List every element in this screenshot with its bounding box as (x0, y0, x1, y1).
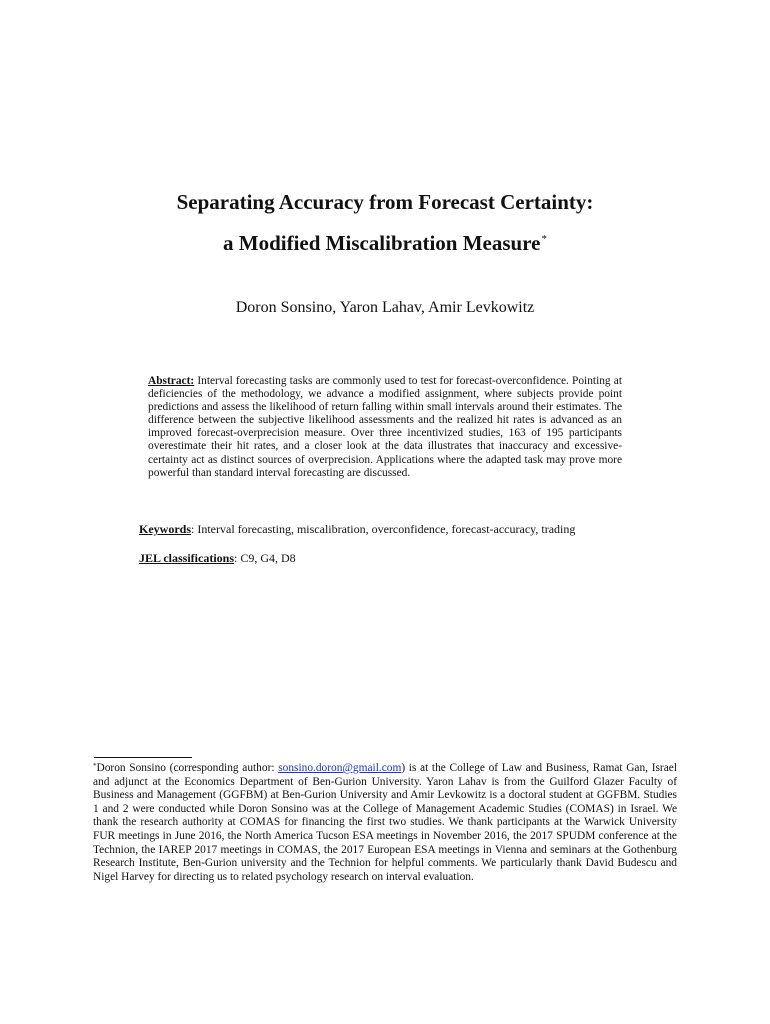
paper-title-text-2: a Modified Miscalibration Measure (223, 231, 541, 255)
footnote-divider (94, 757, 192, 758)
paper-title-line-1 (0, 190, 770, 214)
paper-title-line-2 (0, 231, 770, 255)
keywords-label: Keywords (139, 522, 191, 536)
abstract-label: Abstract: (148, 375, 195, 387)
abstract (148, 375, 622, 480)
authors: Doron Sonsino, Yaron Lahav, Amir Levkowitz (235, 299, 535, 316)
keywords (139, 522, 659, 537)
author-email-link[interactable]: sonsino.doron@gmail.com (278, 762, 402, 774)
footnote (93, 762, 677, 884)
footnote-text-before-email: Doron Sonsino (corresponding author: (96, 762, 279, 774)
paper-title-text-1: Separating Accuracy from Forecast Certainty: (176, 190, 594, 214)
abstract-text: Interval forecasting tasks are commonly used to test for forecast-overconfidence. Pointing at deficiencies of the methodology, we advance a modified assignment, where subjects provide point predictions and assess the likelihood of return falling within small intervals around their estimates. The difference between the subjective likelihood assessments and the realized hit rates is advanced as an improved forecast-overprecision measure. Over three incentivized studies, 163 of 195 participants overestimate their hit rates, and a closer look at the data illustrates that inaccuracy and excessive-certainty act as distinct sources of overprecision. Applications where the adapted task may prove more powerful than standard interval forecasting are discussed. (148, 375, 622, 479)
jel-label: JEL classifications (139, 551, 235, 565)
jel-classifications (139, 551, 659, 566)
keywords-text: : Interval forecasting, miscalibration, overconfidence, forecast-accuracy, trading (191, 522, 576, 536)
footnote-mark: * (93, 762, 97, 770)
jel-text: : C9, G4, D8 (234, 551, 296, 565)
footnote-text-after-email: ) is at the College of Law and Business, Ramat Gan, Israel and adjunct at the Economics Department of Ben-Gurion University. Yaron Lahav is from the Guilford Glazer Faculty of Business and Management (GGFBM) at Ben-Gurion University and Amir Levkowitz is a doctoral student at GGFBM. Studies 1 and 2 were conducted while Doron Sonsino was at the College of Management Academic Studies (COMAS) in Israel. We thank the research authority at COMAS for financing the first two studies. We thank participants at the Warwick University FUR meetings in June 2016, the North America Tucson ESA meetings in November 2016, the 2017 SPUDM conference at the Technion, the IAREP 2017 meetings in COMAS, the 2017 European ESA meetings in Vienna and seminars at the Gothenburg Research Institute, Ben-Gurion university and the Technion for helpful comments. We particularly thank David Budescu and Nigel Harvey for directing us to related psychology research on interval evaluation. (93, 762, 677, 883)
title-footnote-mark[interactable]: * (541, 233, 547, 245)
